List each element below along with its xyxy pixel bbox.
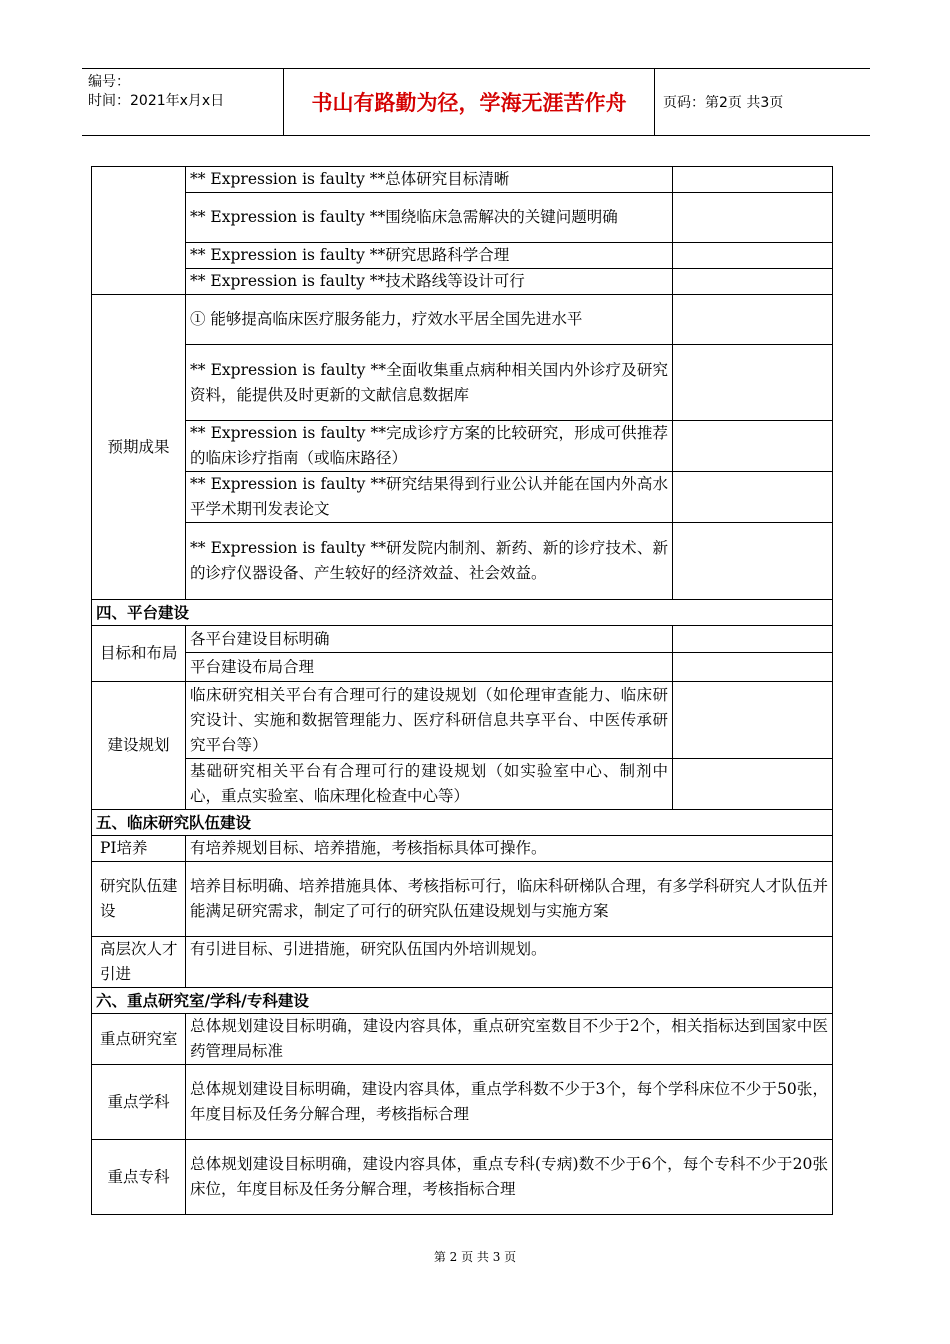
score-cell <box>673 653 833 682</box>
table-row <box>92 269 833 295</box>
criteria-cell: 平台建设布局合理 <box>186 653 673 682</box>
criteria-cell: ** Expression is faulty **技术路线等设计可行 <box>186 269 673 295</box>
criteria-cell: 有培养规划目标、培养措施，考核指标具体可操作。 <box>186 836 833 862</box>
section-heading: 六、重点研究室/学科/专科建设 <box>92 988 833 1014</box>
section-row <box>92 988 833 1014</box>
table-row <box>92 1065 833 1140</box>
criteria-cell: 临床研究相关平台有合理可行的建设规划（如伦理审查能力、临床研究设计、实施和数据管理能力、医疗科研信息共享平台、中医传承研究平台等） <box>186 682 673 759</box>
criteria-cell: 基础研究相关平台有合理可行的建设规划（如实验室中心、制剂中心，重点实验室、临床理化检查中心等） <box>186 759 673 810</box>
score-cell <box>673 523 833 600</box>
table-row <box>92 523 833 600</box>
score-cell <box>673 345 833 421</box>
section-heading: 五、临床研究队伍建设 <box>92 810 833 836</box>
table-row <box>92 682 833 759</box>
criteria-cell: ** Expression is faulty **研究思路科学合理 <box>186 243 673 269</box>
criteria-cell: ** Expression is faulty **全面收集重点病种相关国内外诊疗及研究资料，能提供及时更新的文献信息数据库 <box>186 345 673 421</box>
score-cell <box>673 759 833 810</box>
category-talent-introduction: 高层次人才引进 <box>92 937 186 988</box>
table-row <box>92 626 833 653</box>
table-row <box>92 653 833 682</box>
category-pi-training: PI培养 <box>92 836 186 862</box>
score-cell <box>673 626 833 653</box>
table-row <box>92 243 833 269</box>
table-row <box>92 759 833 810</box>
criteria-cell: 总体规划建设目标明确，建设内容具体，重点学科数不少于3个，每个学科床位不少于50张，年度目标及任务分解合理，考核指标合理 <box>186 1065 833 1140</box>
table-row <box>92 472 833 523</box>
score-cell <box>673 243 833 269</box>
table-row <box>92 862 833 937</box>
evaluation-table <box>91 166 833 1215</box>
score-cell <box>673 193 833 243</box>
criteria-cell: 总体规划建设目标明确，建设内容具体，重点专科(专病)数不少于6个，每个专科不少于20张床位，年度目标及任务分解合理，考核指标合理 <box>186 1140 833 1215</box>
table-row <box>92 295 833 345</box>
score-cell <box>673 472 833 523</box>
section-row <box>92 600 833 626</box>
table-row <box>92 1140 833 1215</box>
category-key-discipline: 重点学科 <box>92 1065 186 1140</box>
table-row <box>92 836 833 862</box>
header-page-label: 页码：第2页 共3页 <box>663 95 784 111</box>
category-cell-empty <box>92 167 186 295</box>
score-cell <box>673 421 833 472</box>
criteria-cell: 有引进目标、引进措施，研究队伍国内外培训规划。 <box>186 937 833 988</box>
table-row <box>92 193 833 243</box>
criteria-cell: ** Expression is faulty **完成诊疗方案的比较研究，形成可供推荐的临床诊疗指南（或临床路径） <box>186 421 673 472</box>
page-footer: 第 2 页 共 3 页 <box>433 1250 517 1264</box>
header-motto: 书山有路勤为径，学海无涯苦作舟 <box>284 69 655 135</box>
criteria-cell: 各平台建设目标明确 <box>186 626 673 653</box>
criteria-cell: ** Expression is faulty **研发院内制剂、新药、新的诊疗技术、新的诊疗仪器设备、产生较好的经济效益、社会效益。 <box>186 523 673 600</box>
category-key-specialty: 重点专科 <box>92 1140 186 1215</box>
category-key-lab: 重点研究室 <box>92 1014 186 1065</box>
score-cell <box>673 269 833 295</box>
category-research-team: 研究队伍建设 <box>92 862 186 937</box>
header-meta <box>82 69 284 135</box>
time-label: 时间：2021年x月x日 <box>88 93 225 109</box>
page-header <box>82 68 870 136</box>
category-construction-plan: 建设规划 <box>92 682 186 810</box>
criteria-cell: ** Expression is faulty **研究结果得到行业公认并能在国内外高水平学术期刊发表论文 <box>186 472 673 523</box>
category-goal-layout: 目标和布局 <box>92 626 186 682</box>
criteria-cell: ** Expression is faulty **围绕临床急需解决的关键问题明确 <box>186 193 673 243</box>
table-row <box>92 345 833 421</box>
section-heading: 四、平台建设 <box>92 600 833 626</box>
section-row <box>92 810 833 836</box>
criteria-cell: ① 能够提高临床医疗服务能力，疗效水平居全国先进水平 <box>186 295 673 345</box>
score-cell <box>673 167 833 193</box>
table-row <box>92 1014 833 1065</box>
criteria-cell: ** Expression is faulty **总体研究目标清晰 <box>186 167 673 193</box>
table-row <box>92 167 833 193</box>
table-row <box>92 421 833 472</box>
score-cell <box>673 295 833 345</box>
category-expected-results: 预期成果 <box>92 295 186 600</box>
criteria-cell: 培养目标明确、培养措施具体、考核指标可行，临床科研梯队合理，有多学科研究人才队伍并能满足研究需求，制定了可行的研究队伍建设规划与实施方案 <box>186 862 833 937</box>
number-label: 编号： <box>88 74 130 90</box>
table-row <box>92 937 833 988</box>
criteria-cell: 总体规划建设目标明确，建设内容具体，重点研究室数目不少于2个，相关指标达到国家中医药管理局标准 <box>186 1014 833 1065</box>
score-cell <box>673 682 833 759</box>
